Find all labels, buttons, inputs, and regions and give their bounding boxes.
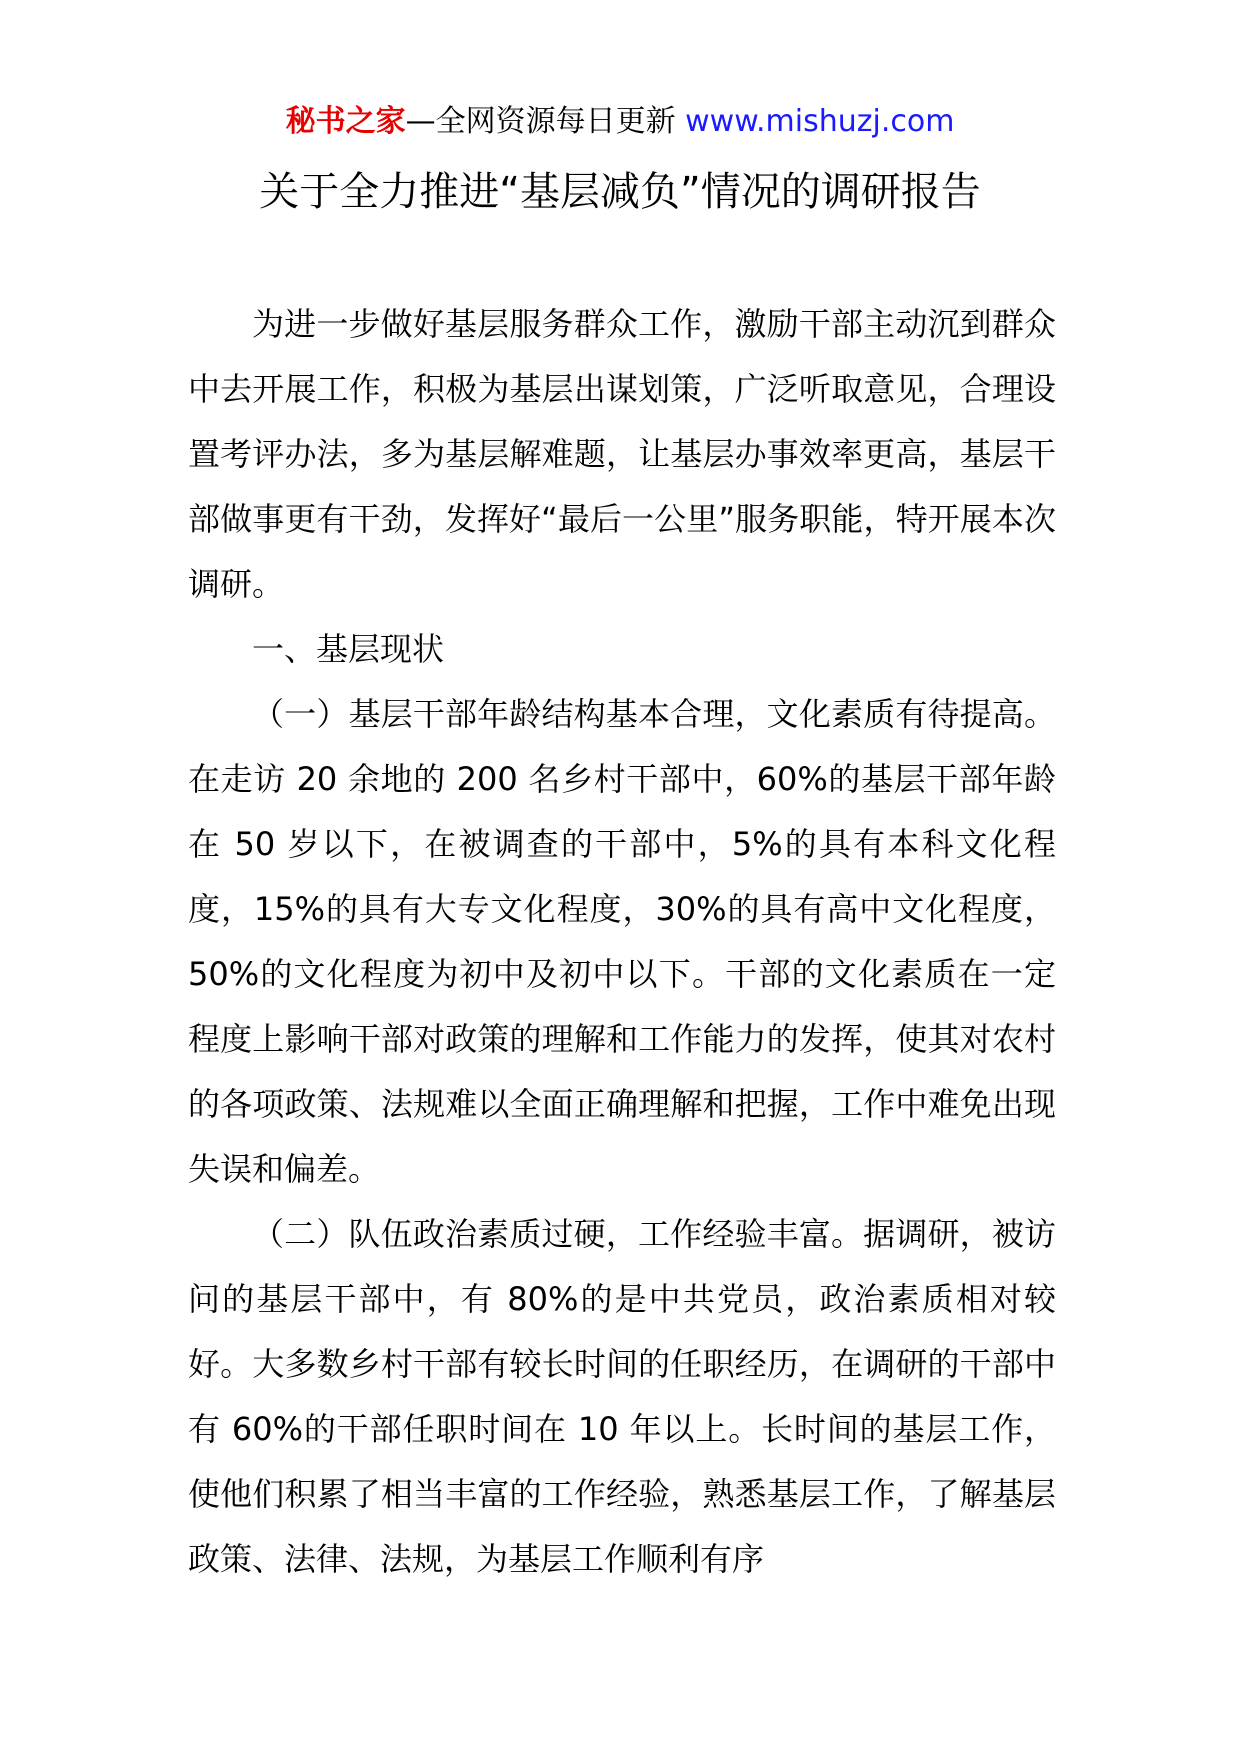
- site-header: [0, 100, 1240, 144]
- site-brand: 秘书之家: [285, 104, 406, 139]
- site-url[interactable]: www.mishuzj.com: [685, 104, 955, 139]
- site-tagline: —全网资源每日更新: [405, 104, 676, 139]
- paragraph-intro: 为进一步做好基层服务群众工作，激励干部主动沉到群众中去开展工作，积极为基层出谋划策，广泛听取意见，合理设置考评办法，多为基层解难题，让基层办事效率更高，基层干部做事更有干劲，发挥好“最后一公里”服务职能，特开展本次调研。: [188, 305, 1056, 603]
- document-body: [188, 292, 1056, 1592]
- section-heading: 一、基层现状: [252, 630, 445, 668]
- paragraph-age-structure: （一）基层干部年龄结构基本合理，文化素质有待提高。在走访 20 余地的 200 名乡村干部中，60%的基层干部年龄在 50 岁以下，在被调查的干部中，5%的具有本科文化程度，15%的具有大专文化程度，30%的具有高中文化程度，50%的文化程度为初中及初中以下。干部的文化素质在一定程度上影响干部对政策的理解和工作能力的发挥，使其对农村的各项政策、法规难以全面正确理解和把握，工作中难免出现失误和偏差。: [188, 695, 1056, 1188]
- paragraph-political-quality: （二）队伍政治素质过硬，工作经验丰富。据调研，被访问的基层干部中，有 80%的是中共党员，政治素质相对较好。大多数乡村干部有较长时间的任职经历，在调研的干部中有 60%的干部任职时间在 10 年以上。长时间的基层工作，使他们积累了相当丰富的工作经验，熟悉基层工作，了解基层政策、法律、法规，为基层工作顺利有序: [188, 1215, 1056, 1578]
- document-title: 关于全力推进“基层减负”情况的调研报告: [259, 169, 981, 215]
